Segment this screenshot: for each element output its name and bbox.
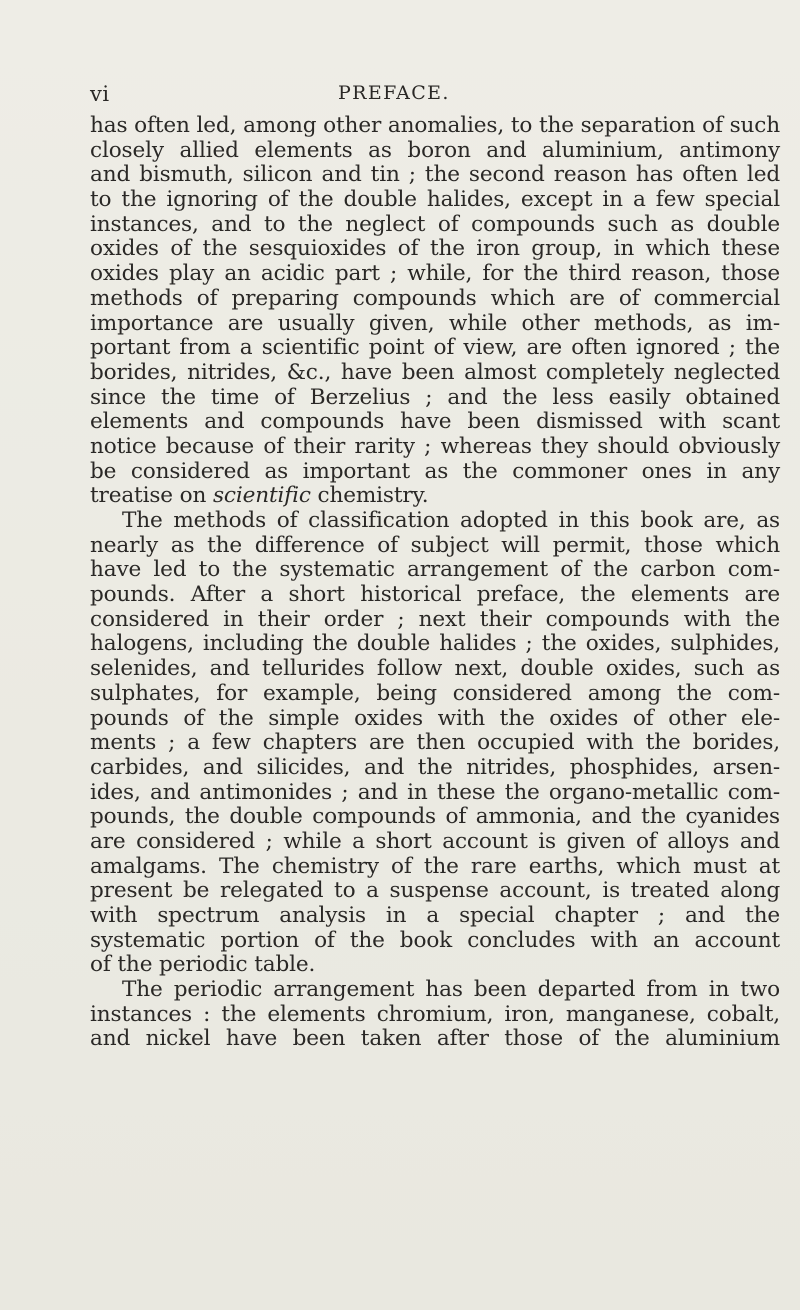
text-line: The methods of classification adopted in this book are, as — [122, 508, 780, 533]
text-line: be considered as important as the commoner ones in any — [90, 458, 780, 484]
text-line: considered in their order ; next their compounds with the — [90, 606, 780, 632]
text-line: pounds. After a short historical preface, the elements are — [90, 582, 780, 608]
text-line: are considered ; while a short account is given of alloys and — [90, 828, 780, 854]
text-line: with spectrum analysis in a special chapter ; and the — [90, 903, 780, 928]
text-line: to the ignoring of the double halides, except in a few special — [90, 187, 780, 213]
running-head-title: PREFACE. — [338, 82, 450, 104]
text-line: selenides, and tellurides follow next, double oxides, such as — [90, 656, 780, 682]
text-line: sulphates, for example, being considered among the com- — [90, 680, 780, 706]
text-line: instances, and to the neglect of compounds such as double — [90, 211, 780, 237]
text-line: methods of preparing compounds which are of commercial — [90, 285, 780, 311]
text-line: oxides of the sesquioxides of the iron group, in which these — [90, 236, 780, 262]
text-line: carbides, and silicides, and the nitrides, phosphides, arsen- — [90, 754, 780, 780]
text-line: present be relegated to a suspense account, is treated along — [90, 878, 780, 904]
text-line: has often led, among other anomalies, to the separation of such — [90, 113, 780, 138]
text-line: have led to the systematic arrangement of the carbon com- — [90, 557, 780, 583]
text-line: instances : the elements chromium, iron, manganese, cobalt, — [90, 1001, 780, 1027]
text-line: nearly as the difference of subject will permit, those which — [90, 532, 780, 558]
text-line: borides, nitrides, &c., have been almost completely neglected — [90, 359, 780, 385]
text-line: notice because of their rarity ; whereas they should obviously — [90, 433, 780, 459]
text-line: closely allied elements as boron and aluminium, antimony — [90, 137, 780, 163]
text-line: ides, and antimonides ; and in these the organo-metallic com- — [90, 779, 780, 805]
page-number: vi — [90, 82, 110, 106]
paragraph — [90, 978, 780, 1052]
text-line: importance are usually given, while other methods, as im- — [90, 310, 780, 336]
text-line: and bismuth, silicon and tin ; the second reason has often led — [90, 162, 780, 188]
text-line: amalgams. The chemistry of the rare earths, which must at — [90, 853, 780, 879]
body-text — [90, 114, 780, 1052]
text-line: of the periodic table. — [90, 952, 316, 978]
text-line: portant from a scientific point of view, are often ignored ; the — [90, 335, 780, 361]
text-line: The periodic arrangement has been departed from in two — [122, 977, 780, 1003]
text-line: pounds of the simple oxides with the oxides of other ele- — [90, 705, 780, 731]
text-line: since the time of Berzelius ; and the less easily obtained — [90, 384, 780, 410]
running-head — [90, 82, 780, 106]
text-line: oxides play an acidic part ; while, for the third reason, those — [90, 261, 780, 287]
paragraph — [90, 114, 780, 509]
text-line: treatise on scientific chemistry. — [90, 483, 429, 509]
text-line: pounds, the double compounds of ammonia, and the cyanides — [90, 804, 780, 830]
emphasis: scientific — [212, 483, 311, 509]
text-line: halogens, including the double halides ; the oxides, sulphides, — [90, 631, 780, 657]
text-line: systematic portion of the book concludes with an account — [90, 927, 780, 953]
text-line: and nickel have been taken after those of the aluminium — [90, 1026, 780, 1052]
paragraph — [90, 509, 780, 978]
text-line: elements and compounds have been dismissed with scant — [90, 409, 780, 435]
text-line: ments ; a few chapters are then occupied with the borides, — [90, 730, 780, 756]
